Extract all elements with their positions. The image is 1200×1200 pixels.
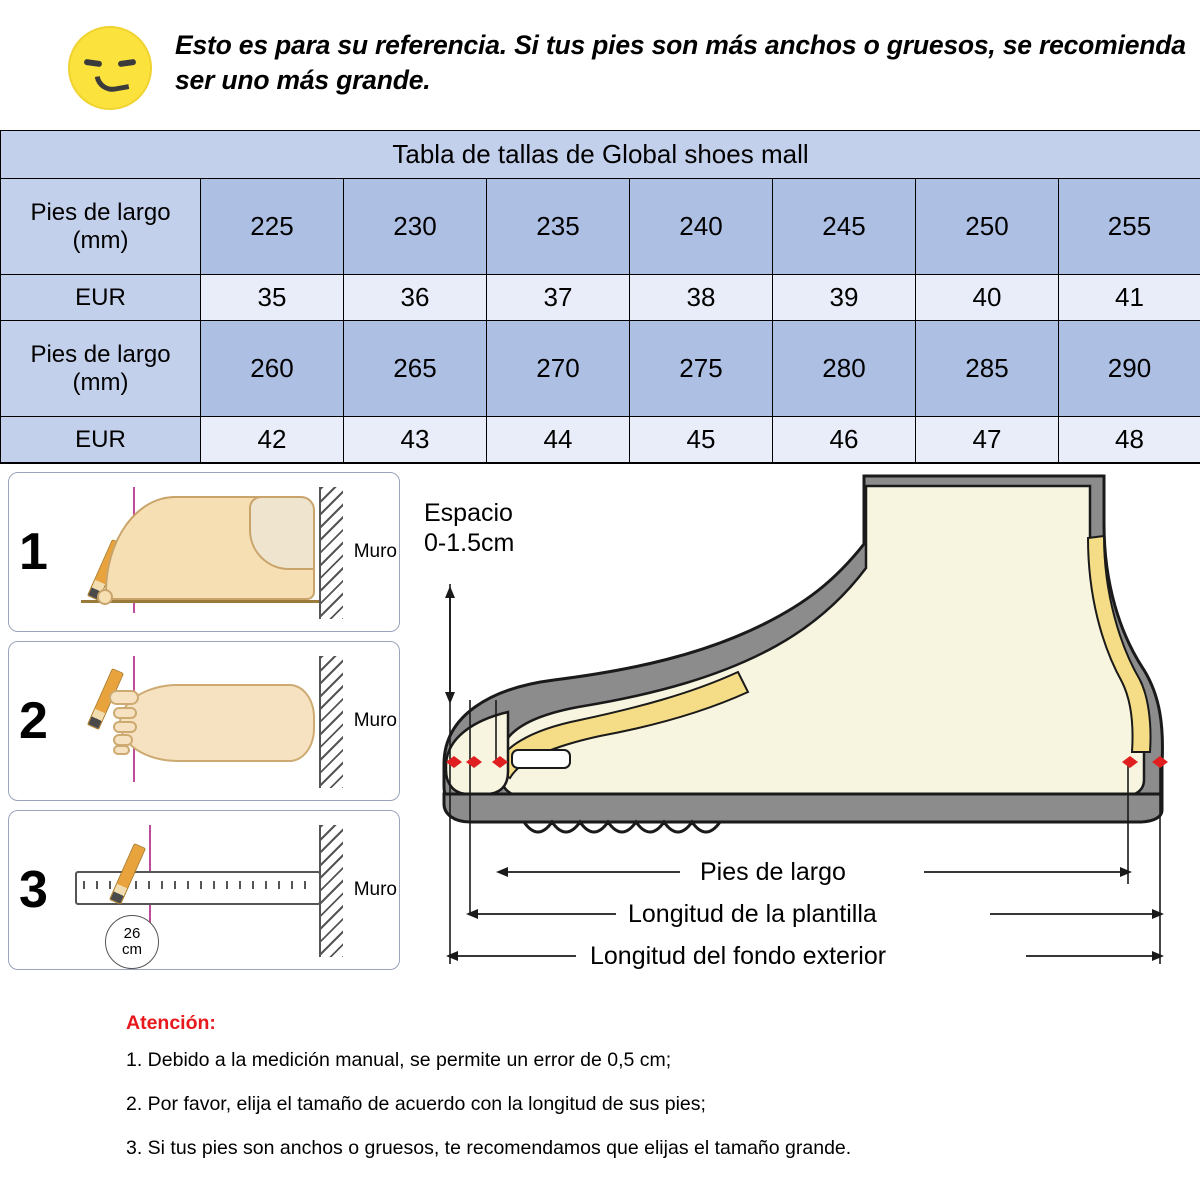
cell-mm: 270 bbox=[487, 321, 630, 417]
toes-icon bbox=[113, 688, 147, 758]
cell-mm: 240 bbox=[630, 179, 773, 275]
measure-steps bbox=[8, 472, 400, 972]
cell-eur: 41 bbox=[1059, 275, 1200, 321]
wall-hatching-icon bbox=[321, 487, 343, 619]
row-header-foot-length: Pies de largo (mm) bbox=[1, 179, 201, 275]
cell-mm: 260 bbox=[201, 321, 344, 417]
table-row-mm-1 bbox=[1, 179, 1200, 275]
step-number: 3 bbox=[19, 861, 48, 919]
smiley-face-icon bbox=[68, 26, 152, 110]
cell-mm: 255 bbox=[1059, 179, 1200, 275]
step-number: 2 bbox=[19, 692, 48, 750]
cell-mm: 250 bbox=[916, 179, 1059, 275]
dimension-label-foot-length: Pies de largo bbox=[700, 858, 846, 886]
cell-mm: 235 bbox=[487, 179, 630, 275]
attention-heading: Atención: bbox=[126, 1012, 216, 1034]
cell-eur: 47 bbox=[916, 417, 1059, 463]
wall-label: Muro bbox=[353, 541, 397, 562]
measure-instructions-section bbox=[0, 463, 1200, 983]
wall-hatching-icon bbox=[321, 656, 343, 788]
note-item: 1. Debido a la medición manual, se permite un error de 0,5 cm; bbox=[126, 1049, 672, 1071]
cell-mm: 290 bbox=[1059, 321, 1200, 417]
cell-mm: 225 bbox=[201, 179, 344, 275]
wall-label: Muro bbox=[353, 879, 397, 900]
row-header-foot-length: Pies de largo (mm) bbox=[1, 321, 201, 417]
cell-mm: 275 bbox=[630, 321, 773, 417]
cell-eur: 43 bbox=[344, 417, 487, 463]
dimension-label-outsole-length: Longitud del fondo exterior bbox=[590, 942, 887, 970]
step-number: 1 bbox=[19, 523, 48, 581]
wall-hatching-icon bbox=[321, 825, 343, 957]
note-item: 2. Por favor, elija el tamaño de acuerdo con la longitud de sus pies; bbox=[126, 1093, 706, 1115]
cell-mm: 245 bbox=[773, 179, 916, 275]
smiley-left-eye-icon bbox=[84, 59, 103, 67]
foot-top-view-icon bbox=[119, 684, 315, 762]
measured-value-badge bbox=[105, 915, 159, 969]
floor-line bbox=[81, 600, 319, 603]
foot-side-view-icon bbox=[105, 496, 315, 600]
space-label: Espacio 0-1.5cm bbox=[424, 499, 515, 557]
measured-value: 26 bbox=[123, 925, 141, 943]
note-item: 3. Si tus pies son anchos o gruesos, te recomendamos que elijas el tamaño grande. bbox=[126, 1137, 852, 1159]
size-chart-title: Tabla de tallas de Global shoes mall bbox=[1, 131, 1200, 179]
step-2 bbox=[8, 641, 400, 801]
cell-eur: 48 bbox=[1059, 417, 1200, 463]
cell-eur: 39 bbox=[773, 275, 916, 321]
dimension-label-insole-length: Longitud de la plantilla bbox=[628, 900, 877, 928]
cell-mm: 285 bbox=[916, 321, 1059, 417]
row-header-eur: EUR bbox=[1, 275, 201, 321]
cell-eur: 46 bbox=[773, 417, 916, 463]
size-chart-table bbox=[0, 130, 1200, 463]
cell-eur: 40 bbox=[916, 275, 1059, 321]
cell-eur: 38 bbox=[630, 275, 773, 321]
smiley-mouth-icon bbox=[95, 71, 130, 94]
cell-eur: 36 bbox=[344, 275, 487, 321]
attention-notes bbox=[0, 1012, 1200, 1181]
cell-mm: 280 bbox=[773, 321, 916, 417]
cell-mm: 230 bbox=[344, 179, 487, 275]
cell-eur: 37 bbox=[487, 275, 630, 321]
cell-eur: 42 bbox=[201, 417, 344, 463]
cell-eur: 44 bbox=[487, 417, 630, 463]
cell-eur: 35 bbox=[201, 275, 344, 321]
cell-mm: 265 bbox=[344, 321, 487, 417]
measured-unit: cm bbox=[122, 941, 142, 958]
table-row-eur-2 bbox=[1, 417, 1200, 463]
cell-eur: 45 bbox=[630, 417, 773, 463]
header-note-text: Esto es para su referencia. Si tus pies son más anchos o gruesos, se recomienda ser uno más grande. bbox=[175, 30, 1186, 95]
row-header-eur: EUR bbox=[1, 417, 201, 463]
step-1 bbox=[8, 472, 400, 632]
header-note bbox=[0, 0, 1200, 130]
table-row-mm-2 bbox=[1, 321, 1200, 417]
table-row-eur-1 bbox=[1, 275, 1200, 321]
smiley-right-eye-icon bbox=[118, 59, 137, 67]
wall-label: Muro bbox=[353, 710, 397, 731]
step-3 bbox=[8, 810, 400, 970]
shoe-cross-section-diagram bbox=[404, 464, 1200, 980]
big-toe-icon bbox=[97, 589, 113, 605]
table-row-title bbox=[1, 131, 1200, 179]
